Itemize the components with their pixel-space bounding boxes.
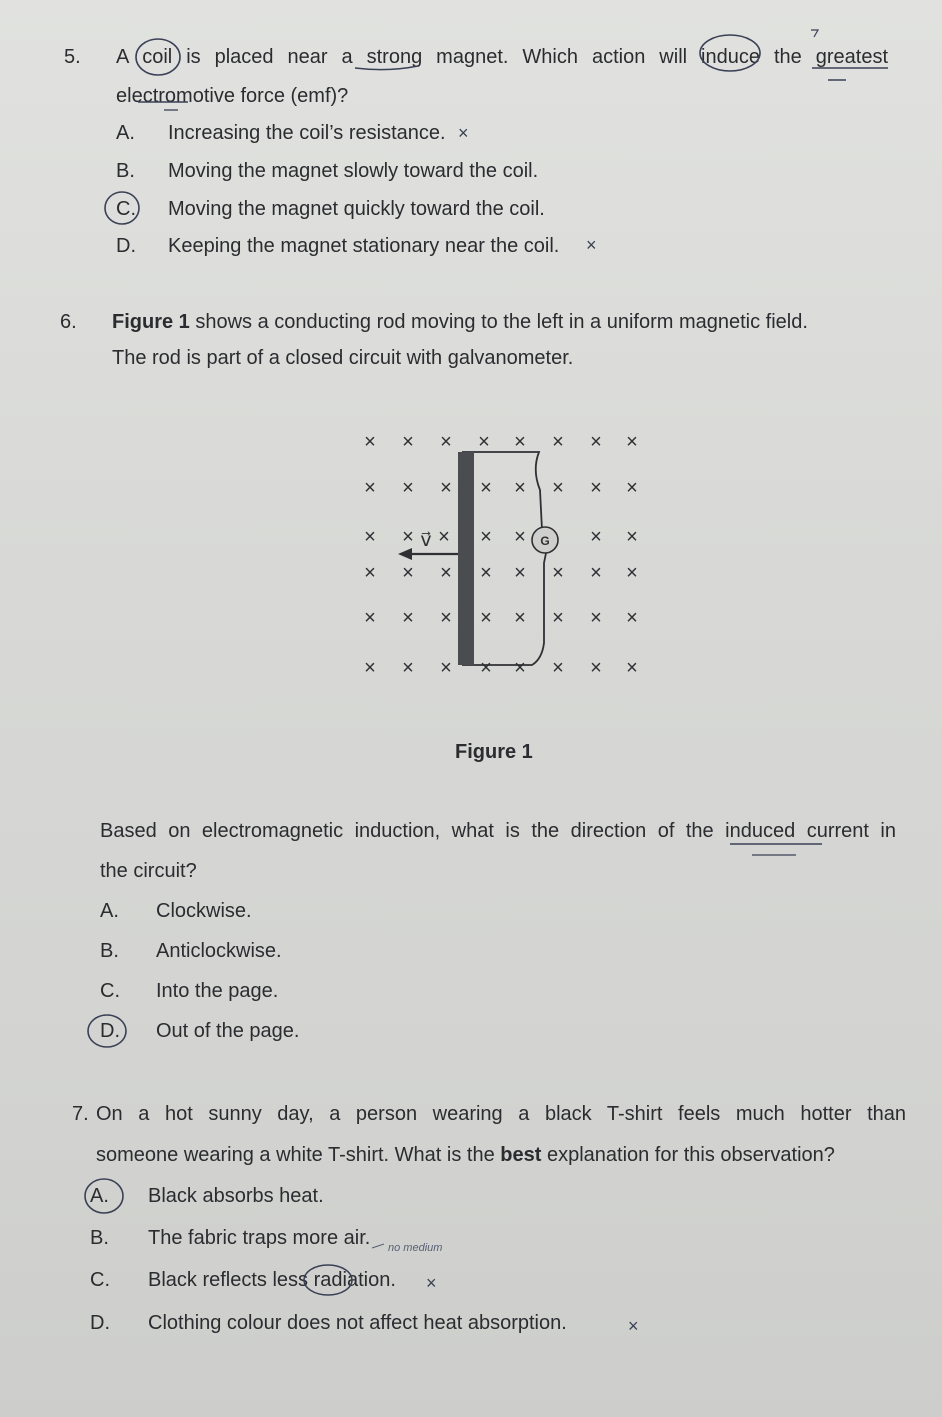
- field-cross: ×: [480, 526, 492, 548]
- field-cross: ×: [514, 657, 526, 679]
- q6-figure-ref: Figure 1: [112, 311, 190, 333]
- field-cross: ×: [590, 607, 602, 629]
- field-cross: ×: [402, 526, 414, 548]
- field-cross: ×: [440, 431, 452, 453]
- q5-option-a-text: Increasing the coil’s resistance.: [168, 122, 446, 144]
- q7-pen-annotations: [0, 1170, 942, 1350]
- q7-stem-line2-pre: someone wearing a white T-shirt. What is the: [96, 1144, 501, 1166]
- q7-option-b-text: The fabric traps more air.: [148, 1227, 371, 1249]
- conducting-rod: [458, 452, 474, 665]
- field-cross: ×: [626, 657, 638, 679]
- q6-option-a-letter: A.: [100, 900, 119, 922]
- field-cross: ×: [626, 562, 638, 584]
- q5-option-c-letter: C.: [116, 198, 136, 220]
- field-cross: ×: [364, 431, 376, 453]
- field-cross: ×: [514, 477, 526, 499]
- field-cross: ×: [626, 431, 638, 453]
- q7-option-d-letter: D.: [90, 1312, 110, 1334]
- field-cross: ×: [480, 562, 492, 584]
- field-cross: ×: [590, 477, 602, 499]
- q7-stem-line1: On a hot sunny day, a person wearing a black T-shirt feels much hotter than: [96, 1103, 906, 1125]
- field-cross: ×: [438, 526, 450, 548]
- q5-stem-line2: electromotive force (emf)?: [116, 85, 349, 107]
- field-cross: ×: [440, 607, 452, 629]
- field-cross: ×: [440, 562, 452, 584]
- figure-1-diagram: [340, 415, 660, 695]
- q5-option-b-letter: B.: [116, 160, 135, 182]
- q6-option-b-text: Anticlockwise.: [156, 940, 282, 962]
- field-cross: ×: [402, 477, 414, 499]
- q7-option-a-letter: A.: [90, 1185, 109, 1207]
- field-cross: ×: [364, 477, 376, 499]
- field-cross: ×: [402, 657, 414, 679]
- q7-stem-line2: [96, 1143, 835, 1167]
- q7-stem-line2-post: explanation for this observation?: [541, 1144, 835, 1166]
- q5-option-d-text: Keeping the magnet stationary near the coil.: [168, 235, 560, 257]
- field-cross: ×: [402, 431, 414, 453]
- field-cross: ×: [552, 607, 564, 629]
- field-cross: ×: [514, 526, 526, 548]
- field-cross: ×: [626, 477, 638, 499]
- field-cross: ×: [626, 607, 638, 629]
- field-cross: ×: [514, 607, 526, 629]
- q6-option-c-letter: C.: [100, 980, 120, 1002]
- q6-question-line2: the circuit?: [100, 860, 197, 882]
- q6-stem-line1: [112, 310, 888, 334]
- q6-number: 6.: [60, 311, 77, 333]
- field-cross: ×: [402, 607, 414, 629]
- q7-option-b-letter: B.: [90, 1227, 109, 1249]
- q5-pen-annotations: [0, 0, 942, 300]
- field-cross: ×: [364, 607, 376, 629]
- field-cross: ×: [590, 562, 602, 584]
- field-cross: ×: [552, 657, 564, 679]
- field-cross: ×: [590, 526, 602, 548]
- q6-option-a-text: Clockwise.: [156, 900, 252, 922]
- field-cross: ×: [590, 657, 602, 679]
- q5-number: 5.: [64, 46, 81, 68]
- q6-option-b-letter: B.: [100, 940, 119, 962]
- q6-option-d-letter: D.: [100, 1020, 120, 1042]
- velocity-arrow-head: [398, 548, 412, 560]
- q5-option-a-letter: A.: [116, 122, 135, 144]
- q7-stem-bold: best: [500, 1144, 542, 1166]
- field-cross: ×: [478, 431, 490, 453]
- q5-option-c-text: Moving the magnet quickly toward the coil.: [168, 198, 545, 220]
- field-cross: ×: [402, 562, 414, 584]
- q7-option-d-cross-mark: ×: [628, 1316, 639, 1336]
- q5-stem-line1: A coil is placed near a strong magnet. Which action will induce the greatest: [116, 46, 888, 68]
- q6-option-c-text: Into the page.: [156, 980, 279, 1002]
- field-cross: ×: [364, 657, 376, 679]
- q5-option-a-cross-mark: ×: [458, 123, 469, 143]
- field-cross: ×: [480, 607, 492, 629]
- field-cross: ×: [626, 526, 638, 548]
- field-cross: ×: [590, 431, 602, 453]
- field-cross: ×: [440, 657, 452, 679]
- q7-number: 7.: [72, 1103, 89, 1125]
- figure-1-caption: Figure 1: [455, 741, 533, 763]
- q6-stem-line2: The rod is part of a closed circuit with galvanometer.: [112, 347, 574, 369]
- field-cross: ×: [552, 477, 564, 499]
- field-cross: ×: [552, 431, 564, 453]
- q6-stem-line1-rest: shows a conducting rod moving to the left in a uniform magnetic field.: [189, 311, 808, 333]
- q7-handwritten-note: no medium: [388, 1242, 443, 1254]
- galvanometer-label: G: [540, 534, 550, 548]
- field-cross: ×: [552, 562, 564, 584]
- field-cross: ×: [514, 431, 526, 453]
- q7-option-c-letter: C.: [90, 1269, 110, 1291]
- field-cross: ×: [480, 657, 492, 679]
- q6-question-line1: Based on electromagnetic induction, what is the direction of the induced current in: [100, 820, 896, 842]
- q5-option-d-cross-mark: ×: [586, 235, 597, 255]
- q6-pen-annotations: [0, 800, 942, 1060]
- q7-option-c-cross-mark: ×: [426, 1273, 437, 1293]
- field-cross: ×: [364, 526, 376, 548]
- q5-option-b-text: Moving the magnet slowly toward the coil.: [168, 160, 539, 182]
- field-cross: ×: [364, 562, 376, 584]
- field-cross: ×: [480, 477, 492, 499]
- q7-option-a-text: Black absorbs heat.: [148, 1185, 324, 1207]
- q7-option-d-text: Clothing colour does not affect heat absorption.: [148, 1312, 567, 1334]
- q7-option-c-text: Black reflects less radiation.: [148, 1269, 396, 1291]
- q5-option-d-letter: D.: [116, 235, 136, 257]
- q6-option-d-text: Out of the page.: [156, 1020, 300, 1042]
- field-cross: ×: [440, 477, 452, 499]
- circuit-wire-bottom: [462, 553, 546, 665]
- field-cross: ×: [514, 562, 526, 584]
- velocity-label: v⃗: [420, 530, 432, 551]
